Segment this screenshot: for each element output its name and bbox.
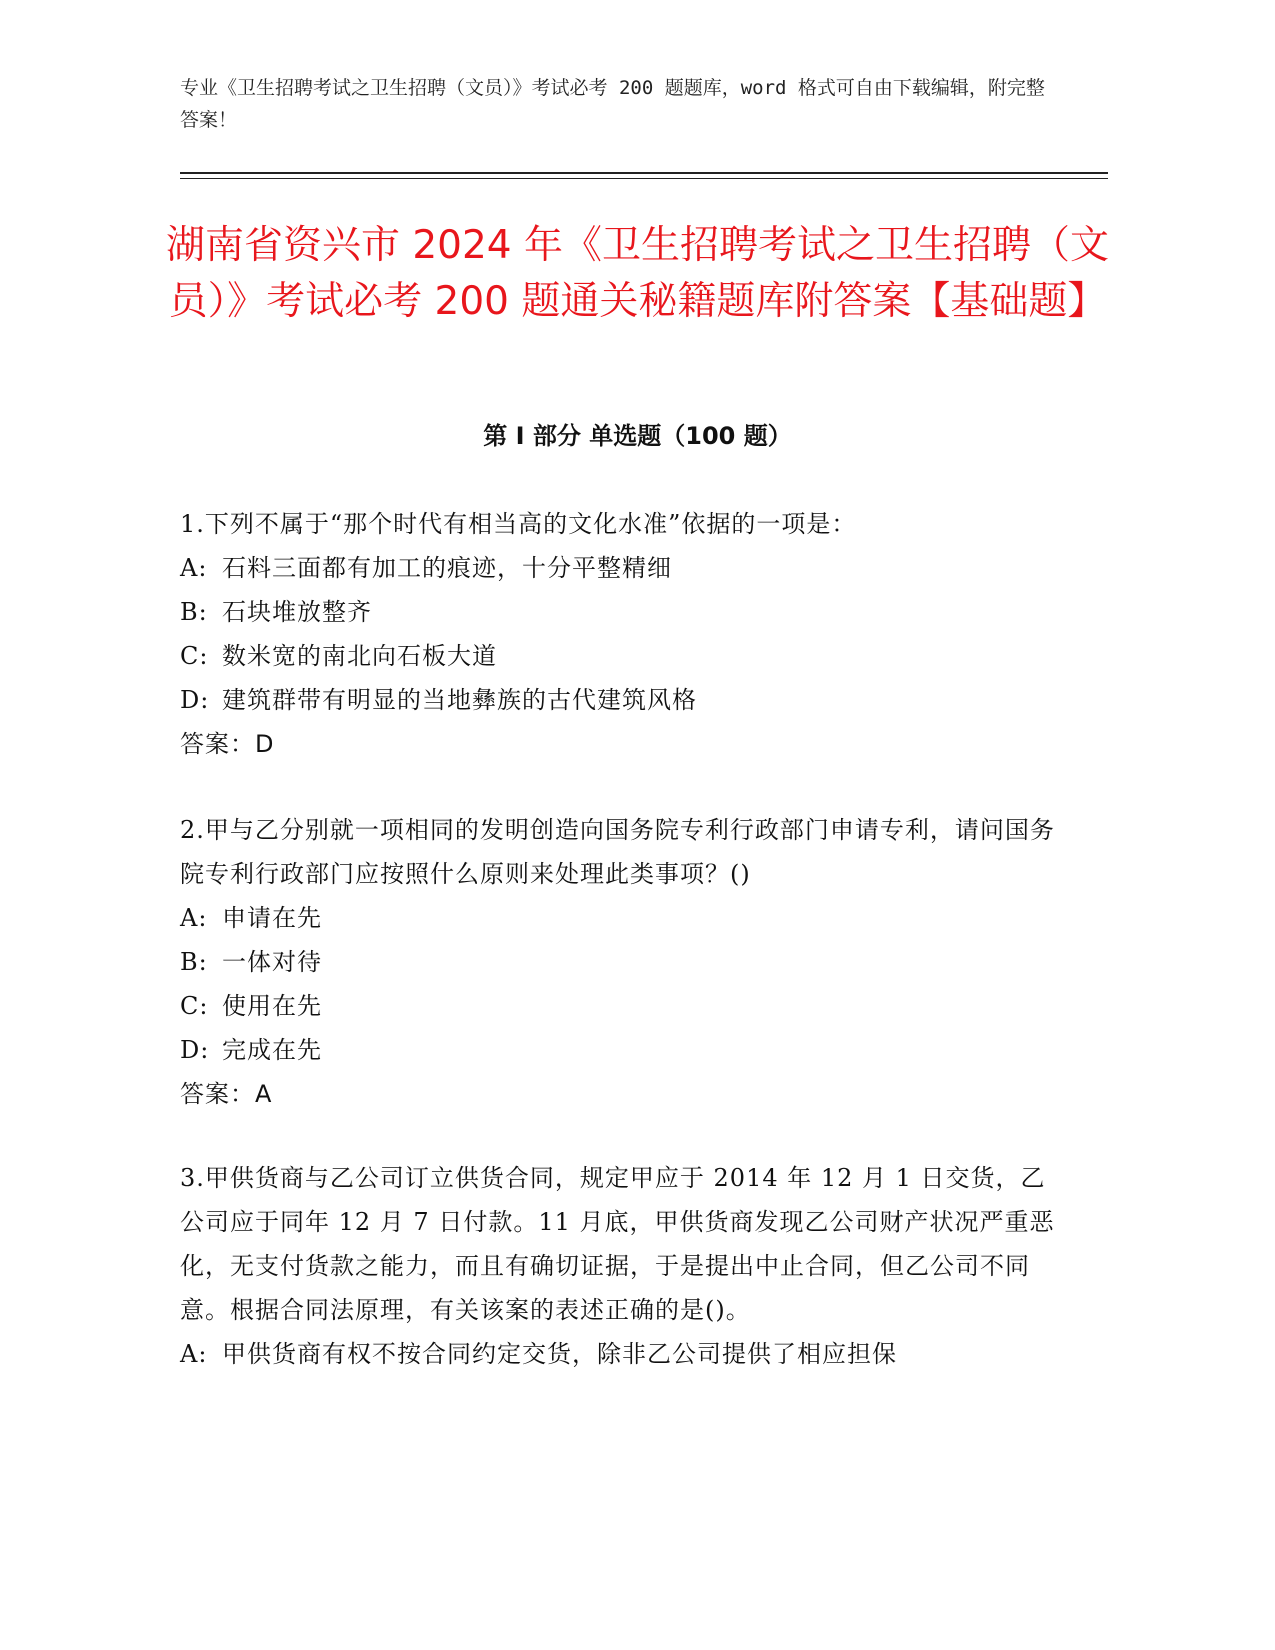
- question-text: 2.甲与乙分别就一项相同的发明创造向国务院专利行政部门申请专利，请问国务院专利行政部门应按照什么原则来处理此类事项？(): [180, 816, 1055, 888]
- question-1: [180, 502, 1060, 766]
- option-a: [180, 546, 1060, 590]
- answer: 答案：D: [180, 730, 275, 758]
- option-text: 申请在先: [222, 904, 322, 932]
- option-text: 一体对待: [222, 948, 322, 976]
- option-a: [180, 896, 1060, 940]
- question-3: [180, 1156, 1060, 1376]
- option-c: [180, 634, 1060, 678]
- document-title: 湖南省资兴市 2024 年《卫生招聘考试之卫生招聘（文员）》考试必考 200 题通关秘籍题库附答案【基础题】: [165, 223, 1110, 324]
- option-b: [180, 940, 1060, 984]
- option-letter: A:: [180, 904, 208, 932]
- option-c: [180, 984, 1060, 1028]
- option-letter: B:: [180, 598, 208, 626]
- option-letter: C:: [180, 642, 209, 670]
- answer: 答案：A: [180, 1080, 273, 1108]
- option-text: 石块堆放整齐: [222, 598, 372, 626]
- option-a: [180, 1332, 1060, 1376]
- question-text: 1.下列不属于“那个时代有相当高的文化水准”依据的一项是：: [180, 510, 857, 538]
- option-text: 数米宽的南北向石板大道: [222, 642, 497, 670]
- question-text: 3.甲供货商与乙公司订立供货合同，规定甲应于 2014 年 12 月 1 日交货，乙公司应于同年 12 月 7 日付款。11 月底，甲供货商发现乙公司财产状况严重恶化，无支付货款之能力，而且有确切证据，于是提出中止合同，但乙公司不同意。根据合同法原理，有关该案的表述正确的是()。: [180, 1164, 1055, 1324]
- option-letter: A:: [180, 1340, 208, 1368]
- option-b: [180, 590, 1060, 634]
- header-rule-thin: [180, 178, 1108, 179]
- header-rule-thick: [180, 172, 1108, 174]
- option-letter: D:: [180, 1036, 210, 1064]
- section-heading: 第 I 部分 单选题（100 题）: [483, 422, 792, 450]
- option-d: [180, 1028, 1060, 1072]
- option-d: [180, 678, 1060, 722]
- option-letter: C:: [180, 992, 209, 1020]
- header-note: 专业《卫生招聘考试之卫生招聘（文员）》考试必考 200 题题库，word 格式可自由下载编辑，附完整答案！: [180, 77, 1045, 131]
- option-text: 完成在先: [222, 1036, 322, 1064]
- option-letter: B:: [180, 948, 208, 976]
- option-text: 建筑群带有明显的当地彝族的古代建筑风格: [222, 686, 697, 714]
- option-letter: A:: [180, 554, 208, 582]
- question-2: [180, 808, 1060, 1116]
- option-text: 石料三面都有加工的痕迹，十分平整精细: [222, 554, 672, 582]
- option-text: 甲供货商有权不按合同约定交货，除非乙公司提供了相应担保: [222, 1340, 897, 1368]
- option-text: 使用在先: [222, 992, 322, 1020]
- option-letter: D:: [180, 686, 210, 714]
